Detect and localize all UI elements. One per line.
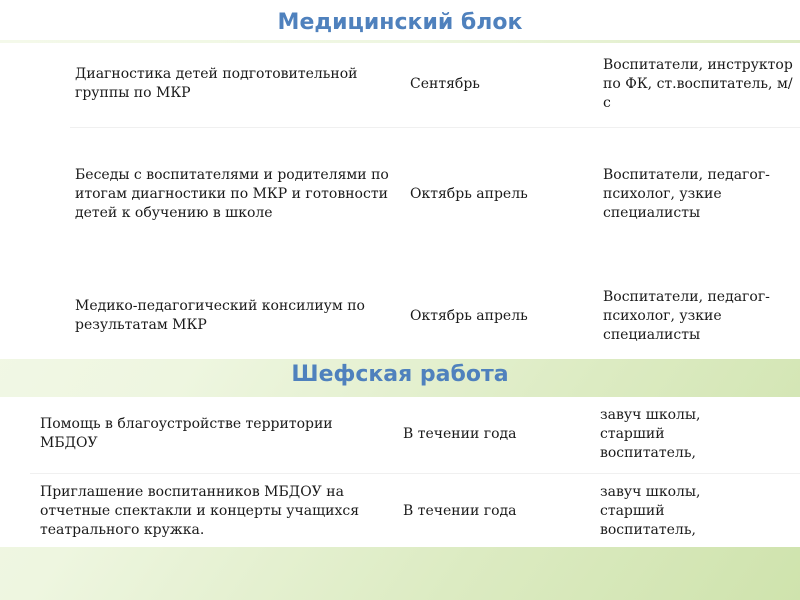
table-row	[0, 129, 800, 259]
activity-cell: Медико-педагогический консилиум по результатам МКР	[75, 298, 365, 333]
activity-cell: Диагностика детей подготовительной группы по МКР	[75, 66, 358, 101]
table-row	[0, 475, 800, 547]
responsible-cell: завуч школы, старший воспитатель,	[600, 406, 701, 461]
period-cell: В течении года	[403, 502, 517, 519]
activity-cell: Беседы с воспитателями и родителями по итогам диагностики по МКР и готовности детей к обучению в школе	[75, 166, 389, 221]
row-divider	[30, 473, 800, 474]
responsible-cell: завуч школы, старший воспитатель,	[600, 483, 701, 538]
activity-cell: Приглашение воспитанников МБДОУ на отчетные спектакли и концерты учащихся театрального кружка.	[40, 483, 360, 538]
row-divider	[70, 127, 800, 128]
table-row	[0, 397, 800, 471]
period-cell: Октябрь апрель	[410, 307, 528, 324]
responsible-cell: Воспитатели, педагог-психолог, узкие специалисты	[603, 288, 770, 343]
medical-table	[0, 43, 800, 359]
responsible-cell: Воспитатели, педагог-психолог, узкие специалисты	[603, 166, 770, 221]
section-title-medical: Медицинский блок	[277, 10, 523, 35]
patronage-table	[0, 397, 800, 547]
period-cell: Октябрь апрель	[410, 185, 528, 202]
section-title-patronage: Шефская работа	[291, 362, 509, 387]
responsible-cell: Воспитатели, инструктор по ФК, ст.воспитатель, м/с	[603, 56, 793, 111]
period-cell: В течении года	[403, 425, 517, 442]
table-row	[0, 273, 800, 359]
period-cell: Сентябрь	[410, 75, 480, 92]
activity-cell: Помощь в благоустройстве территории МБДОУ	[40, 416, 333, 451]
table-row	[0, 43, 800, 125]
